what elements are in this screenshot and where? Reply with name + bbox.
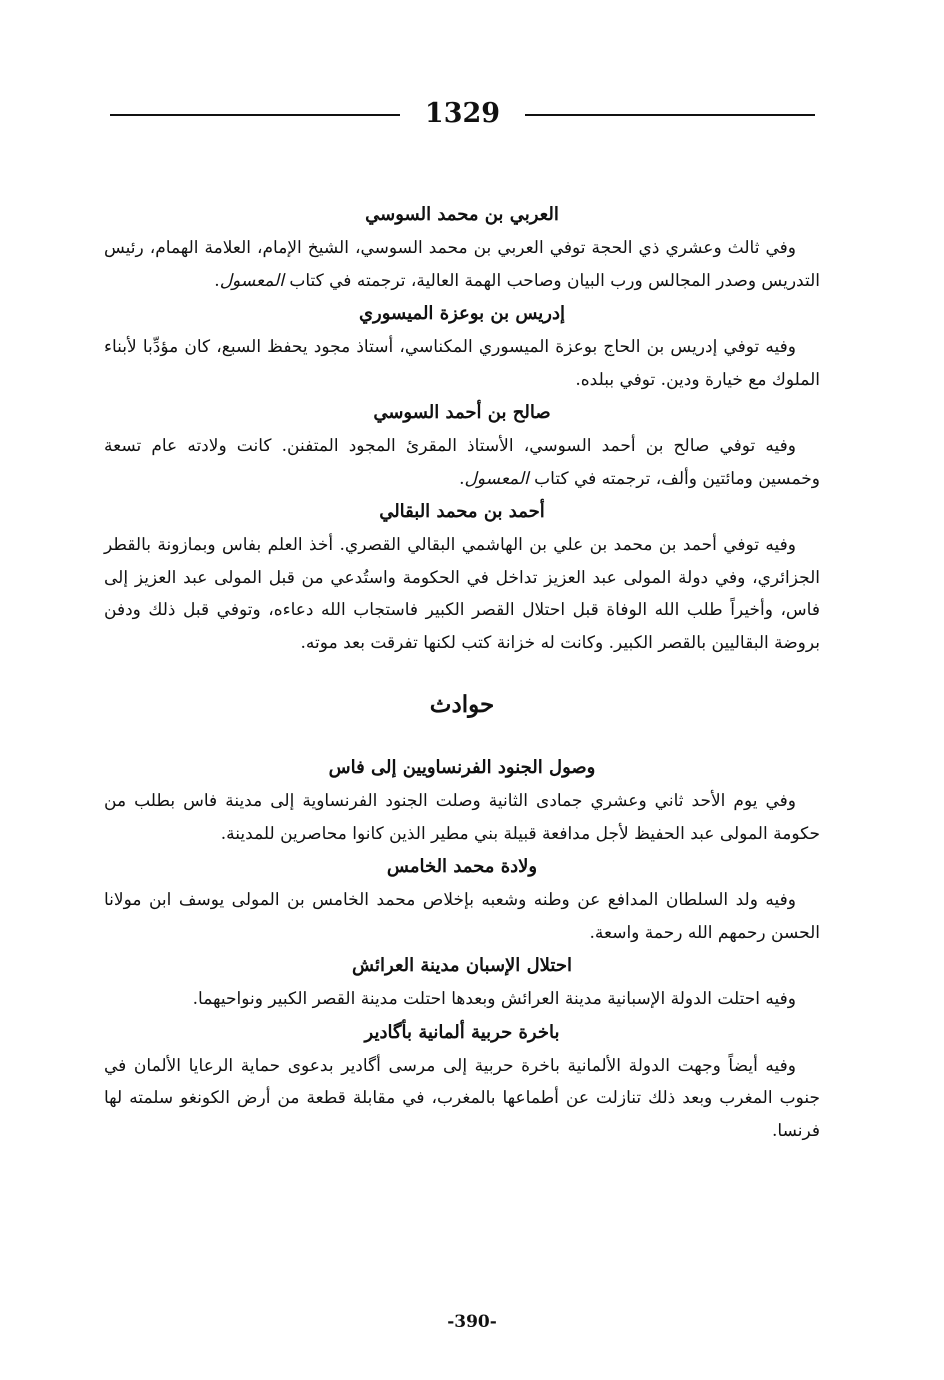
event-title: ولادة محمد الخامس: [386, 856, 538, 877]
entry-title: صالح بن أحمد السوسي: [373, 402, 551, 423]
entry-text: وفيه توفي صالح بن أحمد السوسي، الأستاذ المقرئ المجود المتفنن. كانت ولادته عام تسعة وخمسين ومائتين وألف، ترجمته في كتاب المعسول.: [104, 436, 820, 489]
page-number: -390-: [447, 1312, 497, 1332]
entry-text: وفيه توفي أحمد بن محمد بن علي بن الهاشمي البقالي القصري. أخذ العلم بفاس وبمازونة بالقطر الجزائري، وفي دولة المولى عبد العزيز تداخل في الحكومة واستُدعي من قبل المولى عبد العزيز إلى فاس، وأخيراً طلب الله الوفاة قبل احتلال القصر الكبير فاستجاب الله دعاءه، وتوفي قبل ذلك ودفن بروضة البقاليين بالقصر الكبير. وكانت له خزانة كتب لكنها تفرقت بعد موته.: [104, 535, 820, 653]
page-header: [110, 92, 815, 136]
event-title: احتلال الإسبان مدينة العرائش: [352, 955, 572, 976]
events-heading: حوادث: [429, 691, 495, 718]
header-year: 1329: [424, 98, 501, 129]
book-title: المعسول: [219, 270, 284, 291]
event-text: وفي يوم الأحد ثاني وعشري جمادى الثانية وصلت الجنود الفرنساوية إلى مدينة فاس بطلب من حكومة المولى عبد الحفيظ لأجل مدافعة قبيلة بني مطير الذين كانوا محاصرين للمدينة.: [104, 791, 820, 844]
header-rule-right: [525, 114, 815, 116]
book-title: المعسول: [464, 468, 529, 489]
event-text: وفيه ولد السلطان المدافع عن وطنه وشعبه بإخلاص محمد الخامس بن المولى يوسف ابن مولانا الحسن رحمهم الله رحمة واسعة.: [104, 890, 820, 943]
entry-title: إدريس بن بوعزة الميسوري: [358, 303, 566, 324]
entry-text: وفيه توفي إدريس بن الحاج بوعزة الميسوري المكناسي، أستاذ مجود يحفظ السبع، كان مؤدِّبا لأبناء الملوك مع خيارة ودين. توفي ببلده.: [104, 337, 820, 390]
page-body: [104, 198, 820, 1147]
event-text: وفيه احتلت الدولة الإسبانية مدينة العرائش وبعدها احتلت مدينة القصر الكبير ونواحيهما.: [192, 989, 796, 1009]
event-title: وصول الجنود الفرنساويين إلى فاس: [328, 757, 596, 778]
entry-title: العربي بن محمد السوسي: [365, 204, 559, 225]
entry-title: أحمد بن محمد البقالي: [379, 501, 545, 522]
event-text: وفيه أيضاً وجهت الدولة الألمانية باخرة حربية إلى مرسى أگادير بدعوى حماية الرعايا الألمان في جنوب المغرب وبعد ذلك تنازلت عن أطماعها بالمغرب، في مقابلة قطعة من أرض الكونغو سلمته لها فرنسا.: [104, 1055, 820, 1141]
entry-text: وفي ثالث وعشري ذي الحجة توفي العربي بن محمد السوسي، الشيخ الإمام، العلامة الهمام، رئيس التدريس وصدر المجالس ورب البيان وصاحب الهمة العالية، ترجمته في كتاب المعسول.: [104, 238, 820, 291]
event-title: باخرة حربية ألمانية بأگادير: [364, 1021, 560, 1043]
